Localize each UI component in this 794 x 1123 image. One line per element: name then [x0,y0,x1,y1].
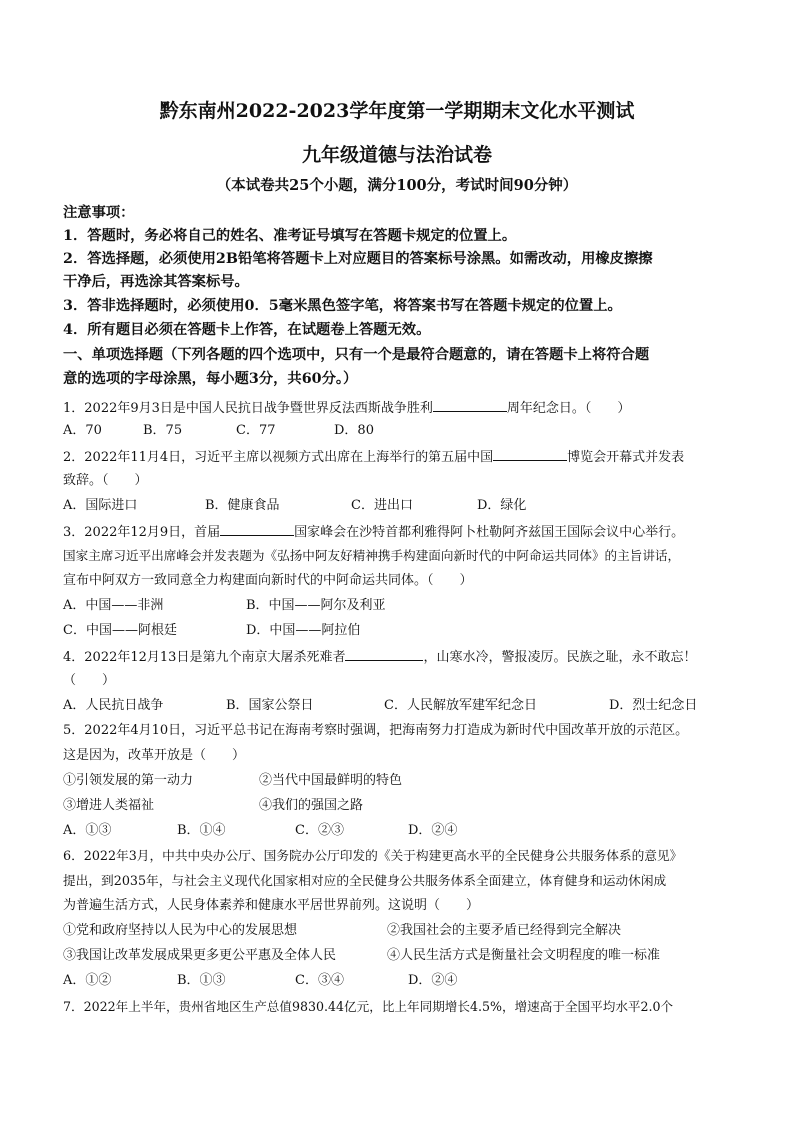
question-4-stem-post: ，山寒水冷，警报凌厉。民族之耻，永不敢忘！ [423,650,697,665]
item-4: ④人民生活方式是衡量社会文明程度的唯一标准 [387,948,661,963]
item-4: ④我们的强国之路 [259,798,364,813]
question-3-stem-post: 国家峰会在沙特首都利雅得阿卜杜勒阿齐兹国王国际会议中心举行。 [294,525,685,540]
question-3-stem-cont: 国家主席习近平出席峰会并发表题为《弘扬中阿友好精神携手构建面向新时代的中阿命运共同体》的主旨讲话， [63,548,681,563]
notice-item-1: 1．答题时，务必将自己的姓名、准考证号填写在答题卡规定的位置上。 [63,228,517,244]
question-6-items-row1 [63,922,621,940]
question-3-options-row1 [63,597,386,615]
answer-blank [345,647,423,661]
question-1-stem-pre: 1．2022年9月3日是中国人民抗日战争暨世界反法西斯战争胜利 [63,401,433,416]
exam-subtitle: 九年级道德与法治试卷 [301,144,492,166]
option-c: C．③④ [295,973,344,988]
item-3: ③增进人类福祉 [63,798,155,813]
question-6-options [63,972,457,990]
question-2-stem [63,447,684,467]
question-3-stem [63,522,684,542]
question-5-stem-cont: 这是因为，改革开放是（ ） [63,748,246,763]
option-a: A．国际进口 [63,498,138,513]
option-c: C．中国——阿根廷 [63,623,177,638]
option-a: A．中国——非洲 [63,598,164,613]
exam-note: （本试卷共25个小题，满分100分，考试时间90分钟） [216,177,578,194]
option-d: D．烈士纪念日 [609,698,698,713]
option-d: D．80 [334,423,374,438]
option-a: A．①③ [63,823,112,838]
question-5-options [63,822,457,840]
option-d: D．②④ [408,973,458,988]
option-b: B．国家公祭日 [226,698,314,713]
question-4-options [63,697,697,715]
option-d: D．中国——阿拉伯 [246,623,361,638]
question-3-stem-pre: 3．2022年12月9日，首届 [63,525,221,540]
question-6-stem-cont: 提出，到2035年，与社会主义现代化国家相对应的全民健身公共服务体系全面建立，体育健身和运动休闲成 [63,873,667,888]
answer-blank [433,398,507,412]
question-3-stem-cont2: 宣布中阿双方一致同意全力构建面向新时代的中阿命运共同体。（ ） [63,573,473,588]
item-3: ③我国让改革发展成果更多更公平惠及全体人民 [63,948,337,963]
question-6-stem: 6．2022年3月，中共中央办公厅、国务院办公厅印发的《关于构建更高水平的全民健身公共服务体系的意见》 [63,848,683,863]
notice-item-3: 3．答非选择题时，必须使用0．5毫米黑色签字笔，将答案书写在答题卡规定的位置上。 [63,298,622,314]
question-6-stem-cont2: 为普遍生活方式，人民身体素养和健康水平居世界前列。这说明（ ） [63,898,480,913]
question-2-stem-pre: 2．2022年11月4日，习近平主席以视频方式出席在上海举行的第五届中国 [63,450,494,465]
option-c: C．②③ [295,823,344,838]
option-b: B．中国——阿尔及利亚 [246,598,386,613]
question-5-items-row1 [63,772,402,790]
notice-heading: 注意事项： [63,205,135,221]
option-c: C．人民解放军建军纪念日 [384,698,537,713]
option-d: D．绿化 [477,498,527,513]
option-b: B．健康食品 [205,498,280,513]
option-b: B．①④ [177,823,226,838]
option-d: D．②④ [408,823,458,838]
question-4-stem-cont: （ ） [63,673,116,688]
option-c: C．进出口 [351,498,413,513]
section-heading-line1: 一、单项选择题（下列各题的四个选项中，只有一个是最符合题意的，请在答题卡上将符合题 [63,347,650,363]
option-b: B．①③ [177,973,226,988]
question-1-options [63,422,374,440]
option-c: C．77 [236,423,276,438]
question-3-options-row2 [63,622,360,640]
question-1-stem-post: 周年纪念日。（ ） [506,401,631,416]
question-4-stem-pre: 4．2022年12月13日是第九个南京大屠杀死难者 [63,650,346,665]
item-2: ②我国社会的主要矛盾已经得到完全解决 [387,923,622,938]
question-5-items-row2 [63,797,363,815]
item-2: ②当代中国最鲜明的特色 [259,773,403,788]
notice-item-2: 2．答选择题，必须使用2B铅笔将答题卡上对应题目的答案标号涂黑。如需改动，用橡皮擦擦 [63,251,653,267]
question-5-stem: 5．2022年4月10日，习近平总书记在海南考察时强调，把海南努力打造成为新时代中国改革开放的示范区。 [63,723,689,738]
question-1-stem [63,398,630,418]
answer-blank [493,447,567,461]
question-6-items-row2 [63,947,660,965]
exam-title: 黔东南州2022-2023学年度第一学期期末文化水平测试 [159,100,635,122]
option-a: A．70 [63,423,102,438]
option-a: A．①② [63,973,112,988]
answer-blank [220,522,294,536]
question-2-options [63,497,526,515]
question-2-stem-cont: 致辞。（ ） [63,473,148,488]
option-a: A．人民抗日战争 [63,698,164,713]
item-1: ①党和政府坚持以人民为中心的发展思想 [63,923,298,938]
notice-item-2-cont: 干净后，再选涂其答案标号。 [63,274,249,290]
question-2-stem-post: 博览会开幕式并发表 [567,450,685,465]
section-heading-line2: 意的选项的字母涂黑，每小题3分，共60分。） [63,371,358,387]
question-4-stem [63,647,696,667]
question-7-stem: 7．2022年上半年，贵州省地区生产总值9830.44亿元，比上年同期增长4.5%，增速高于全国平均水平2.0个 [63,999,674,1014]
item-1: ①引领发展的第一动力 [63,773,194,788]
notice-item-4: 4．所有题目必须在答题卡上作答，在试题卷上答题无效。 [63,322,431,338]
option-b: B．75 [143,423,183,438]
